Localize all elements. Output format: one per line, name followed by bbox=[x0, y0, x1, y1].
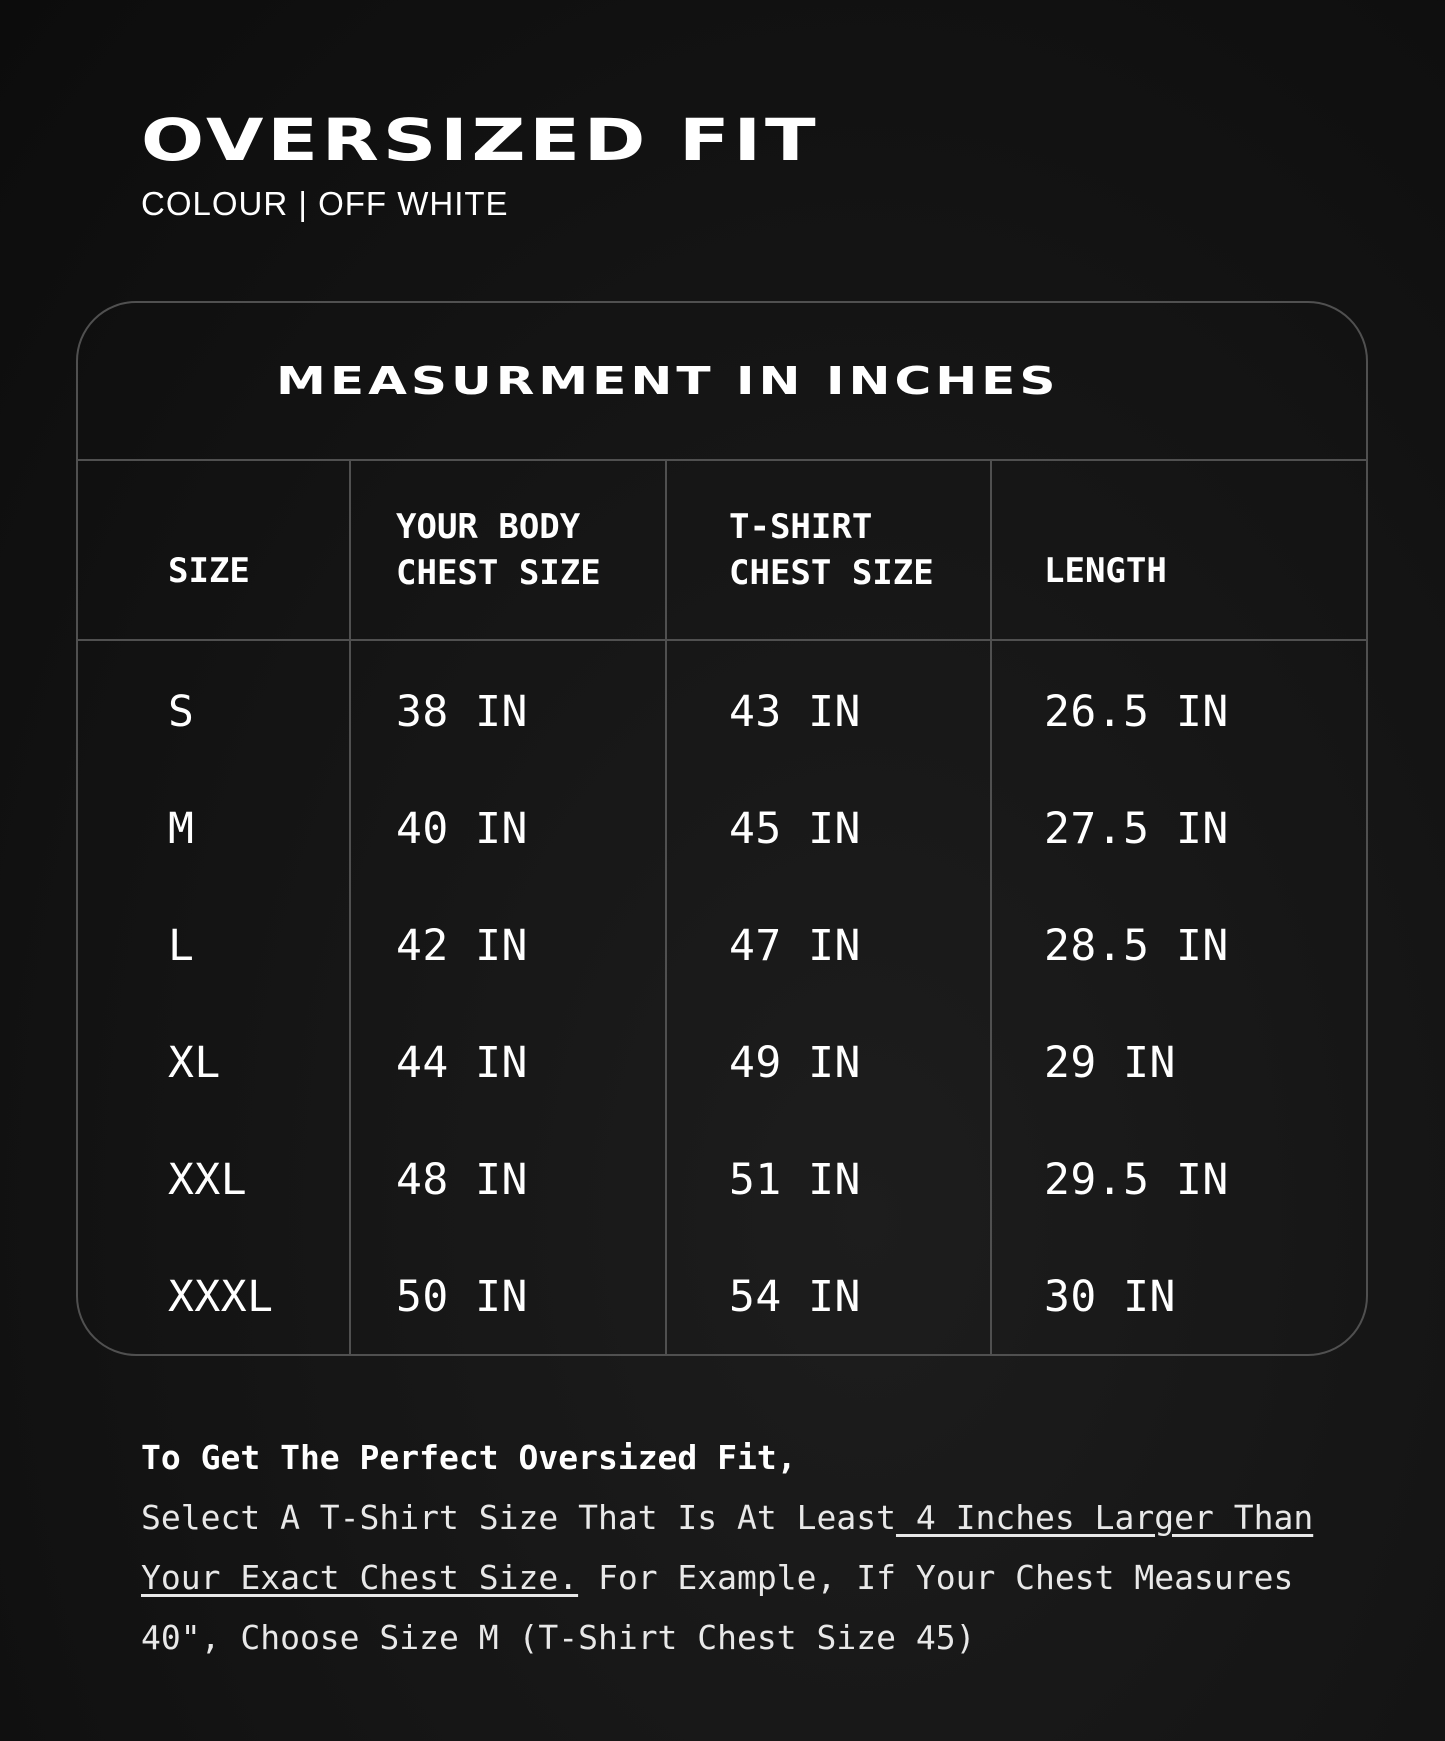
column-header-body-chest bbox=[396, 461, 601, 639]
column-header-length bbox=[1044, 461, 1167, 639]
table-title bbox=[78, 303, 1258, 459]
size-cell: XXL bbox=[168, 1154, 248, 1205]
table-title-text: MEASURMENT IN INCHES bbox=[276, 359, 1060, 403]
fit-note-text: Select A T-Shirt Size That Is At Least bbox=[141, 1498, 896, 1537]
header-divider bbox=[78, 639, 1366, 641]
size-cell: XL bbox=[168, 1037, 221, 1088]
table-row bbox=[78, 770, 1366, 887]
length-cell: 26.5 IN bbox=[1044, 686, 1229, 737]
size-cell: L bbox=[168, 920, 195, 971]
body-chest-cell: 38 IN bbox=[396, 686, 528, 737]
column-header-label: LENGTH bbox=[1044, 551, 1167, 591]
table-row bbox=[78, 1238, 1366, 1355]
body-chest-cell: 50 IN bbox=[396, 1271, 528, 1322]
body-chest-cell: 44 IN bbox=[396, 1037, 528, 1088]
size-cell: XXXL bbox=[168, 1271, 274, 1322]
length-cell: 29 IN bbox=[1044, 1037, 1176, 1088]
length-cell: 29.5 IN bbox=[1044, 1154, 1229, 1205]
fit-note-underlined: 4 Inches Larger Than Your Exact Chest Size. bbox=[141, 1498, 1314, 1597]
column-header-label: YOUR BODY bbox=[396, 507, 581, 547]
size-cell: M bbox=[168, 803, 195, 854]
tshirt-chest-cell: 51 IN bbox=[729, 1154, 861, 1205]
tshirt-chest-cell: 47 IN bbox=[729, 920, 861, 971]
column-header-label: SIZE bbox=[168, 551, 250, 591]
tshirt-chest-cell: 45 IN bbox=[729, 803, 861, 854]
fit-note-example: For Example, If Your Chest Measures 40", Choose Size M (T-Shirt Chest Size 45) bbox=[141, 1558, 1294, 1657]
fit-note-heading: To Get The Perfect Oversized Fit, bbox=[141, 1438, 797, 1477]
size-cell: S bbox=[168, 686, 195, 737]
column-header-size bbox=[168, 461, 250, 639]
title-divider bbox=[78, 459, 1366, 461]
page-title: OVERSIZED FIT bbox=[141, 106, 820, 174]
column-header-label: T-SHIRT bbox=[729, 507, 873, 547]
body-chest-cell: 42 IN bbox=[396, 920, 528, 971]
table-row bbox=[78, 887, 1366, 1004]
body-chest-cell: 48 IN bbox=[396, 1154, 528, 1205]
length-cell: 27.5 IN bbox=[1044, 803, 1229, 854]
column-header-label: CHEST SIZE bbox=[729, 553, 934, 593]
tshirt-chest-cell: 43 IN bbox=[729, 686, 861, 737]
body-chest-cell: 40 IN bbox=[396, 803, 528, 854]
fit-note bbox=[141, 1428, 1381, 1668]
length-cell: 30 IN bbox=[1044, 1271, 1176, 1322]
length-cell: 28.5 IN bbox=[1044, 920, 1229, 971]
tshirt-chest-cell: 54 IN bbox=[729, 1271, 861, 1322]
table-row bbox=[78, 1121, 1366, 1238]
column-header-tshirt-chest bbox=[729, 461, 934, 639]
table-row bbox=[78, 1004, 1366, 1121]
table-row bbox=[78, 653, 1366, 770]
column-header-label: CHEST SIZE bbox=[396, 553, 601, 593]
size-chart-table bbox=[76, 301, 1368, 1356]
colour-subtitle: COLOUR | OFF WHITE bbox=[141, 185, 509, 222]
tshirt-chest-cell: 49 IN bbox=[729, 1037, 861, 1088]
